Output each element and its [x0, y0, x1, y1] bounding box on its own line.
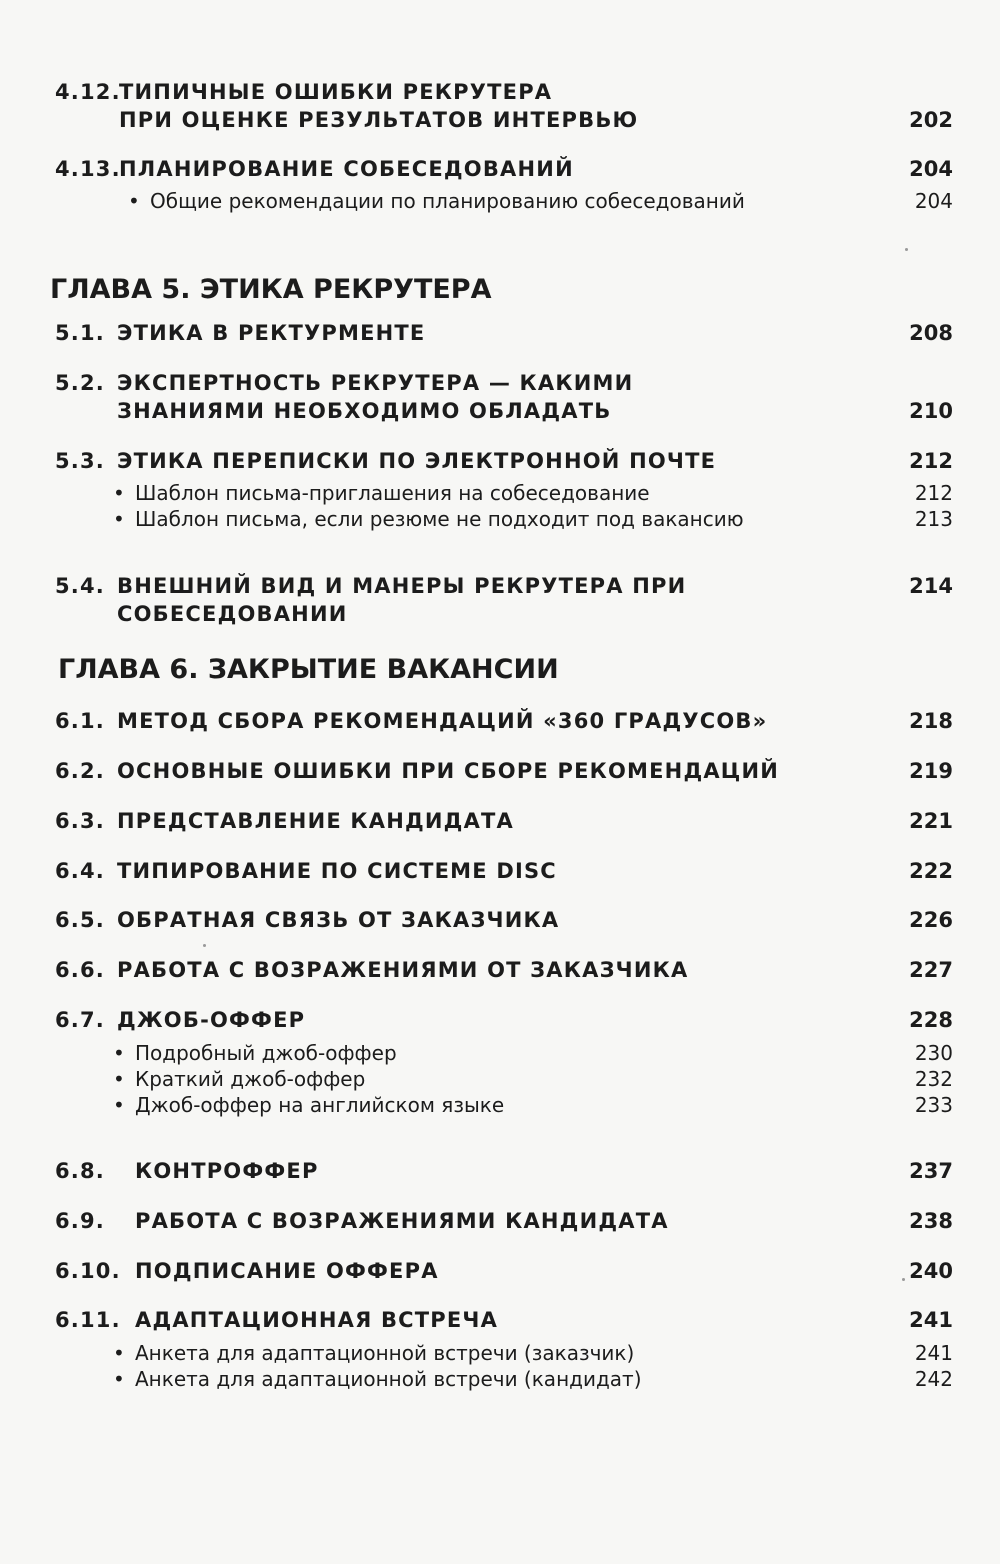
toc-subitem — [113, 1040, 953, 1066]
chapter-heading-5: ГЛАВА 5. ЭТИКА РЕКРУТЕРА — [50, 274, 492, 305]
toc-section-6-2 — [55, 757, 953, 785]
section-page: 212 — [909, 449, 953, 473]
section-number: 6.7. — [55, 1008, 105, 1032]
section-title: ПРЕДСТАВЛЕНИЕ КАНДИДАТА — [117, 809, 515, 833]
bullet-icon: • — [113, 1341, 125, 1365]
section-number: 6.4. — [55, 859, 105, 883]
subitem-text: Джоб-оффер на английском языке — [135, 1093, 505, 1117]
subitem-page: 212 — [914, 481, 953, 505]
subitem-page: 204 — [914, 189, 953, 213]
subitem-page: 233 — [914, 1093, 953, 1117]
toc-section-6-5 — [55, 906, 953, 934]
toc-section-5-3 — [55, 447, 953, 475]
subitem-text: Краткий джоб-оффер — [135, 1067, 366, 1091]
section-number: 4.12. — [55, 80, 121, 104]
section-page: 226 — [909, 908, 953, 932]
section-page: 204 — [909, 157, 953, 181]
section-page: 219 — [909, 759, 953, 783]
toc-subitem — [113, 1340, 953, 1366]
section-title: РАБОТА С ВОЗРАЖЕНИЯМИ ОТ ЗАКАЗЧИКА — [117, 958, 689, 982]
section-title: ЭТИКА В РЕКТУРМЕНТЕ — [117, 321, 426, 345]
section-title: ОСНОВНЫЕ ОШИБКИ ПРИ СБОРЕ РЕКОМЕНДАЦИЙ — [117, 759, 780, 783]
toc-section-6-7 — [55, 1006, 953, 1034]
toc-section-4-13 — [55, 155, 953, 183]
section-title: ПОДПИСАНИЕ ОФФЕРА — [135, 1259, 439, 1283]
subitem-text: Анкета для адаптационной встречи (кандидат) — [135, 1367, 642, 1391]
section-number: 5.4. — [55, 574, 105, 598]
section-title: ЭКСПЕРТНОСТЬ РЕКРУТЕРА — КАКИМИ ЗНАНИЯМИ НЕОБХОДИМО ОБЛАДАТЬ — [117, 371, 634, 423]
toc-section-6-1 — [55, 707, 953, 735]
section-title: ДЖОБ-ОФФЕР — [117, 1008, 306, 1032]
subitem-page: 230 — [914, 1041, 953, 1065]
section-number: 4.13. — [55, 157, 121, 181]
section-number: 5.2. — [55, 371, 105, 395]
bullet-icon: • — [113, 507, 125, 531]
toc-subitem — [113, 1092, 953, 1118]
section-title: ПЛАНИРОВАНИЕ СОБЕСЕДОВАНИЙ — [119, 157, 574, 181]
section-number: 6.3. — [55, 809, 105, 833]
section-title: КОНТРОФФЕР — [135, 1159, 319, 1183]
toc-section-6-9 — [55, 1207, 953, 1235]
bullet-icon: • — [128, 189, 140, 213]
toc-section-6-8 — [55, 1157, 953, 1185]
section-number: 6.1. — [55, 709, 105, 733]
section-number: 6.5. — [55, 908, 105, 932]
toc-section-4-12 — [55, 78, 953, 134]
section-page: 202 — [909, 108, 953, 132]
toc-section-5-1 — [55, 319, 953, 347]
toc-subitem — [128, 188, 953, 214]
bullet-icon: • — [113, 1041, 125, 1065]
bullet-icon: • — [113, 1367, 125, 1391]
section-number: 6.9. — [55, 1209, 105, 1233]
section-title: ТИПИРОВАНИЕ ПО СИСТЕМЕ DISC — [117, 859, 557, 883]
section-number: 6.8. — [55, 1159, 105, 1183]
section-number: 5.3. — [55, 449, 105, 473]
toc-section-6-11 — [55, 1306, 953, 1334]
section-number: 6.11. — [55, 1308, 121, 1332]
toc-section-6-10 — [55, 1257, 953, 1285]
section-number: 5.1. — [55, 321, 105, 345]
subitem-text: Шаблон письма-приглашения на собеседование — [135, 481, 650, 505]
section-title: ВНЕШНИЙ ВИД И МАНЕРЫ РЕКРУТЕРА ПРИ СОБЕСЕДОВАНИИ — [117, 574, 687, 626]
section-title: ОБРАТНАЯ СВЯЗЬ ОТ ЗАКАЗЧИКА — [117, 908, 560, 932]
subitem-text: Подробный джоб-оффер — [135, 1041, 397, 1065]
bullet-icon: • — [113, 1093, 125, 1117]
chapter-heading-6: ГЛАВА 6. ЗАКРЫТИЕ ВАКАНСИИ — [58, 654, 559, 685]
subitem-page: 241 — [914, 1341, 953, 1365]
section-page: 241 — [909, 1308, 953, 1332]
section-title: АДАПТАЦИОННАЯ ВСТРЕЧА — [135, 1308, 499, 1332]
toc-subitem — [113, 480, 953, 506]
section-page: 214 — [909, 574, 953, 598]
section-page: 240 — [909, 1259, 953, 1283]
toc-section-5-4 — [55, 572, 953, 626]
toc-section-6-6 — [55, 956, 953, 984]
subitem-text: Общие рекомендации по планированию собеседований — [150, 189, 745, 213]
section-title: РАБОТА С ВОЗРАЖЕНИЯМИ КАНДИДАТА — [135, 1209, 669, 1233]
section-page: 228 — [909, 1008, 953, 1032]
bullet-icon: • — [113, 1067, 125, 1091]
scan-speck — [902, 1278, 905, 1281]
section-page: 227 — [909, 958, 953, 982]
section-page: 222 — [909, 859, 953, 883]
section-page: 237 — [909, 1159, 953, 1183]
section-title: МЕТОД СБОРА РЕКОМЕНДАЦИЙ «360 ГРАДУСОВ» — [117, 709, 768, 733]
section-page: 238 — [909, 1209, 953, 1233]
section-title: ЭТИКА ПЕРЕПИСКИ ПО ЭЛЕКТРОННОЙ ПОЧТЕ — [117, 449, 717, 473]
toc-section-5-2 — [55, 369, 953, 425]
section-number: 6.2. — [55, 759, 105, 783]
subitem-page: 213 — [914, 507, 953, 531]
subitem-text: Анкета для адаптационной встречи (заказчик) — [135, 1341, 635, 1365]
subitem-page: 242 — [914, 1367, 953, 1391]
toc-subitem — [113, 506, 953, 532]
section-number: 6.6. — [55, 958, 105, 982]
toc-subitem — [113, 1066, 953, 1092]
section-page: 218 — [909, 709, 953, 733]
bullet-icon: • — [113, 481, 125, 505]
subitem-text: Шаблон письма, если резюме не подходит под вакансию — [135, 507, 744, 531]
toc-section-6-3 — [55, 807, 953, 835]
section-number: 6.10. — [55, 1259, 121, 1283]
section-title: ТИПИЧНЫЕ ОШИБКИ РЕКРУТЕРА ПРИ ОЦЕНКЕ РЕЗУЛЬТАТОВ ИНТЕРВЬЮ — [119, 80, 639, 132]
subitem-page: 232 — [914, 1067, 953, 1091]
toc-subitem — [113, 1366, 953, 1392]
section-page: 221 — [909, 809, 953, 833]
toc-section-6-4 — [55, 857, 953, 885]
section-page: 210 — [909, 399, 953, 423]
scan-speck — [203, 944, 206, 947]
scan-speck — [905, 248, 908, 251]
section-page: 208 — [909, 321, 953, 345]
